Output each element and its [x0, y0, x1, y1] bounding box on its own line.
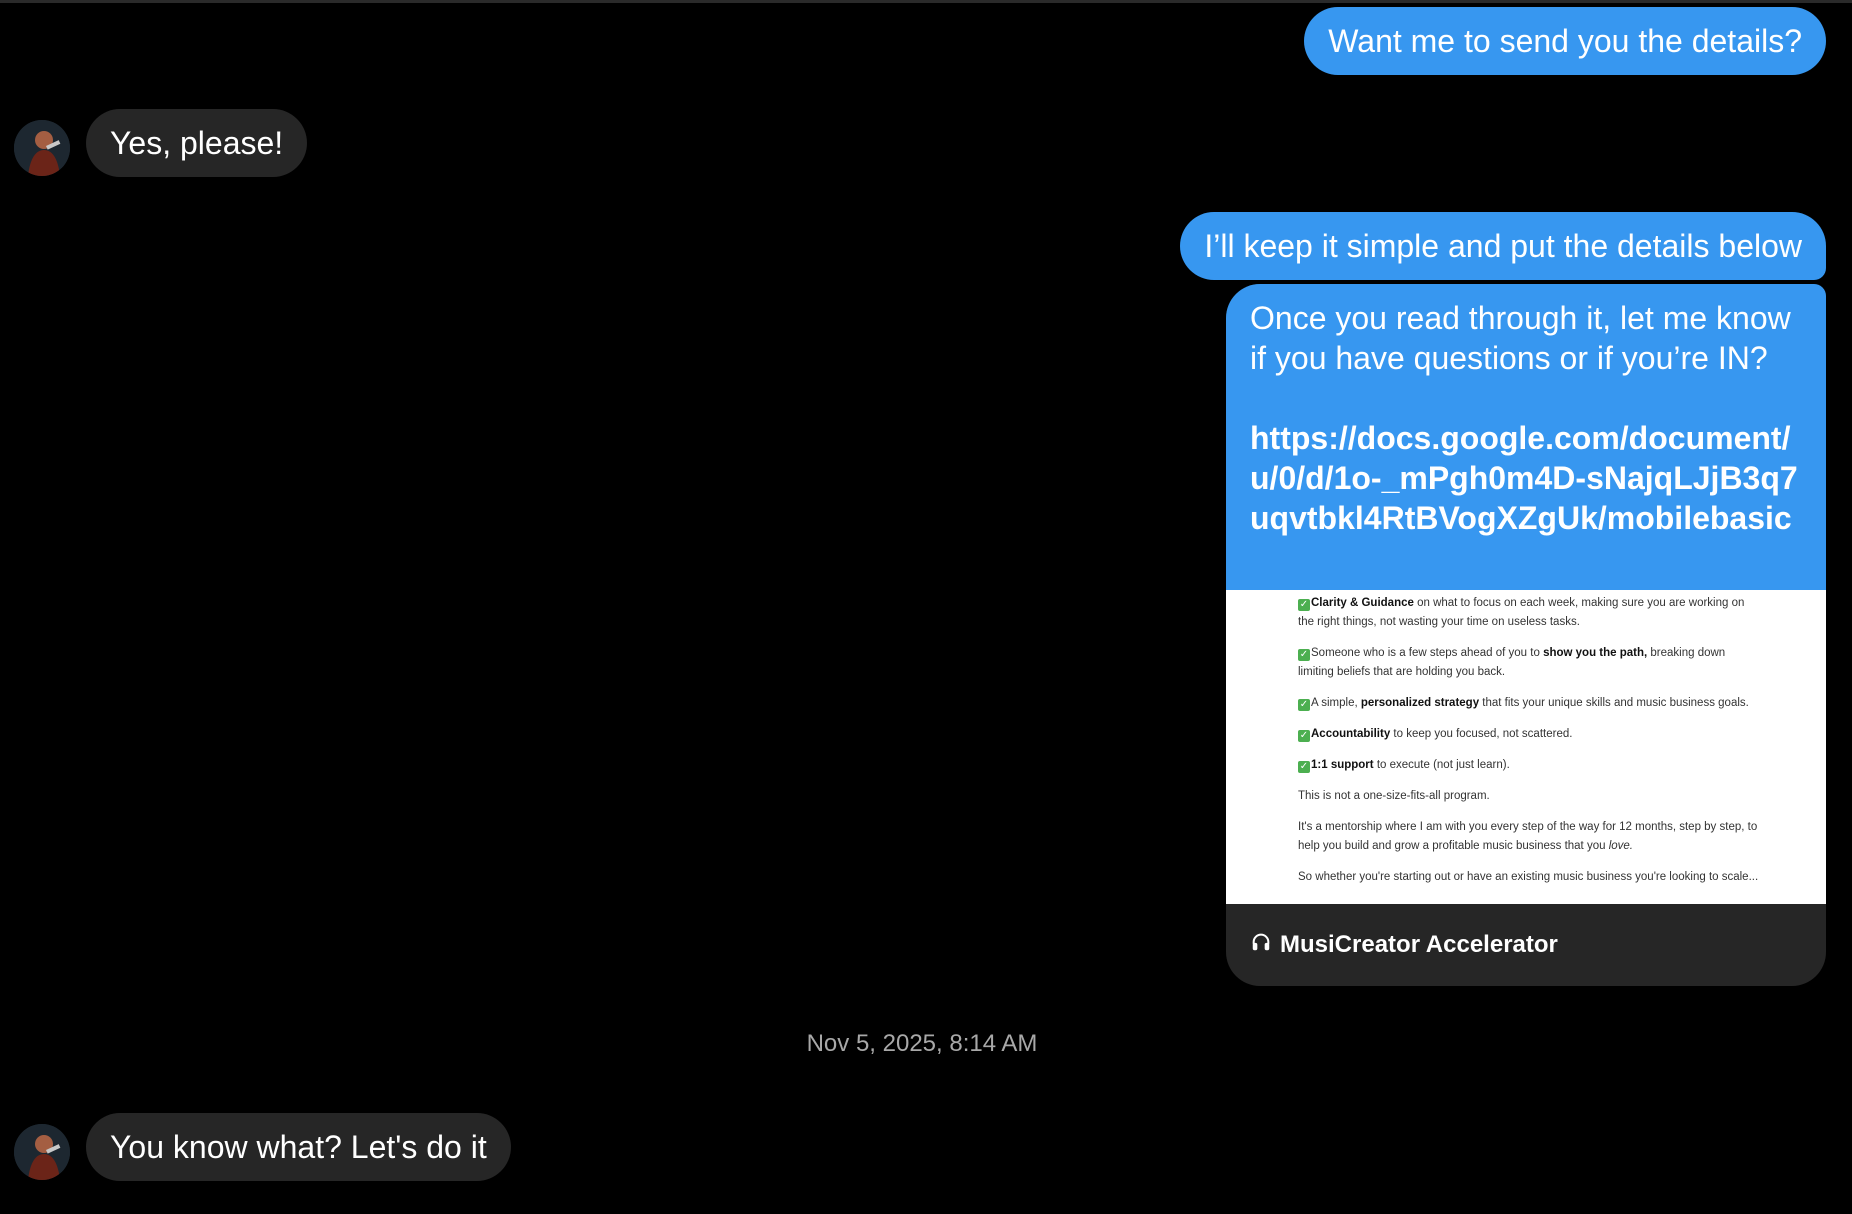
outgoing-message[interactable]: Want me to send you the details?: [1304, 7, 1826, 75]
avatar-image: [14, 120, 70, 176]
checkmark-icon: ✓: [1299, 649, 1309, 660]
message-text: Once you read through it, let me know if you have questions or if you’re IN?: [1250, 300, 1791, 376]
checkmark-icon: ✓: [1299, 730, 1309, 741]
preview-line: ✓ Someone who is a few steps ahead of you to show you the path, breaking down limiting beliefs that are holding you back.: [1298, 647, 1726, 678]
link-preview-card[interactable]: [1226, 284, 1826, 986]
preview-line: ✓ Accountability to keep you focused, not scattered.: [1299, 728, 1573, 741]
preview-line: ✓ 1:1 support to execute (not just learn).: [1299, 759, 1510, 772]
headphones-icon: [1250, 931, 1272, 960]
checkmark-icon: ✓: [1299, 599, 1309, 610]
document-preview-image[interactable]: [1226, 590, 1826, 904]
card-footer[interactable]: [1226, 904, 1826, 986]
checkmark-icon: ✓: [1299, 761, 1309, 772]
checkmark-icon: ✓: [1299, 699, 1309, 710]
outgoing-message[interactable]: I’ll keep it simple and put the details below: [1180, 212, 1826, 280]
preview-line: This is not a one-size-fits-all program.: [1298, 790, 1490, 802]
preview-line: So whether you're starting out or have an existing music business you're looking to scale...: [1298, 871, 1759, 883]
preview-line: ✓ A simple, personalized strategy that fits your unique skills and music business goals.: [1299, 697, 1749, 710]
document-link[interactable]: https://docs.google.com/document/u/0/d/1o-_mPgh0m4D-sNajqLJjB3q7uqvtbkl4RtBVogXZgUk/mobilebasic: [1250, 420, 1798, 536]
avatar-image: [14, 1124, 70, 1180]
incoming-message[interactable]: Yes, please!: [86, 109, 307, 177]
link-message-text: [1226, 284, 1826, 590]
card-title: MusiCreator Accelerator: [1280, 931, 1558, 958]
preview-line: ✓ Clarity & Guidance on what to focus on each week, making sure you are working on the right things, not wasting your time on useless tasks.: [1298, 597, 1745, 628]
top-divider: [0, 0, 1852, 3]
timestamp: Nov 5, 2025, 8:14 AM: [806, 1030, 1038, 1057]
contact-avatar[interactable]: [14, 1124, 70, 1180]
contact-avatar[interactable]: [14, 120, 70, 176]
incoming-message[interactable]: You know what? Let's do it: [86, 1113, 511, 1181]
preview-line: It's a mentorship where I am with you every step of the way for 12 months, step by step, to help you build and grow a profitable music business that you love.: [1298, 821, 1758, 852]
